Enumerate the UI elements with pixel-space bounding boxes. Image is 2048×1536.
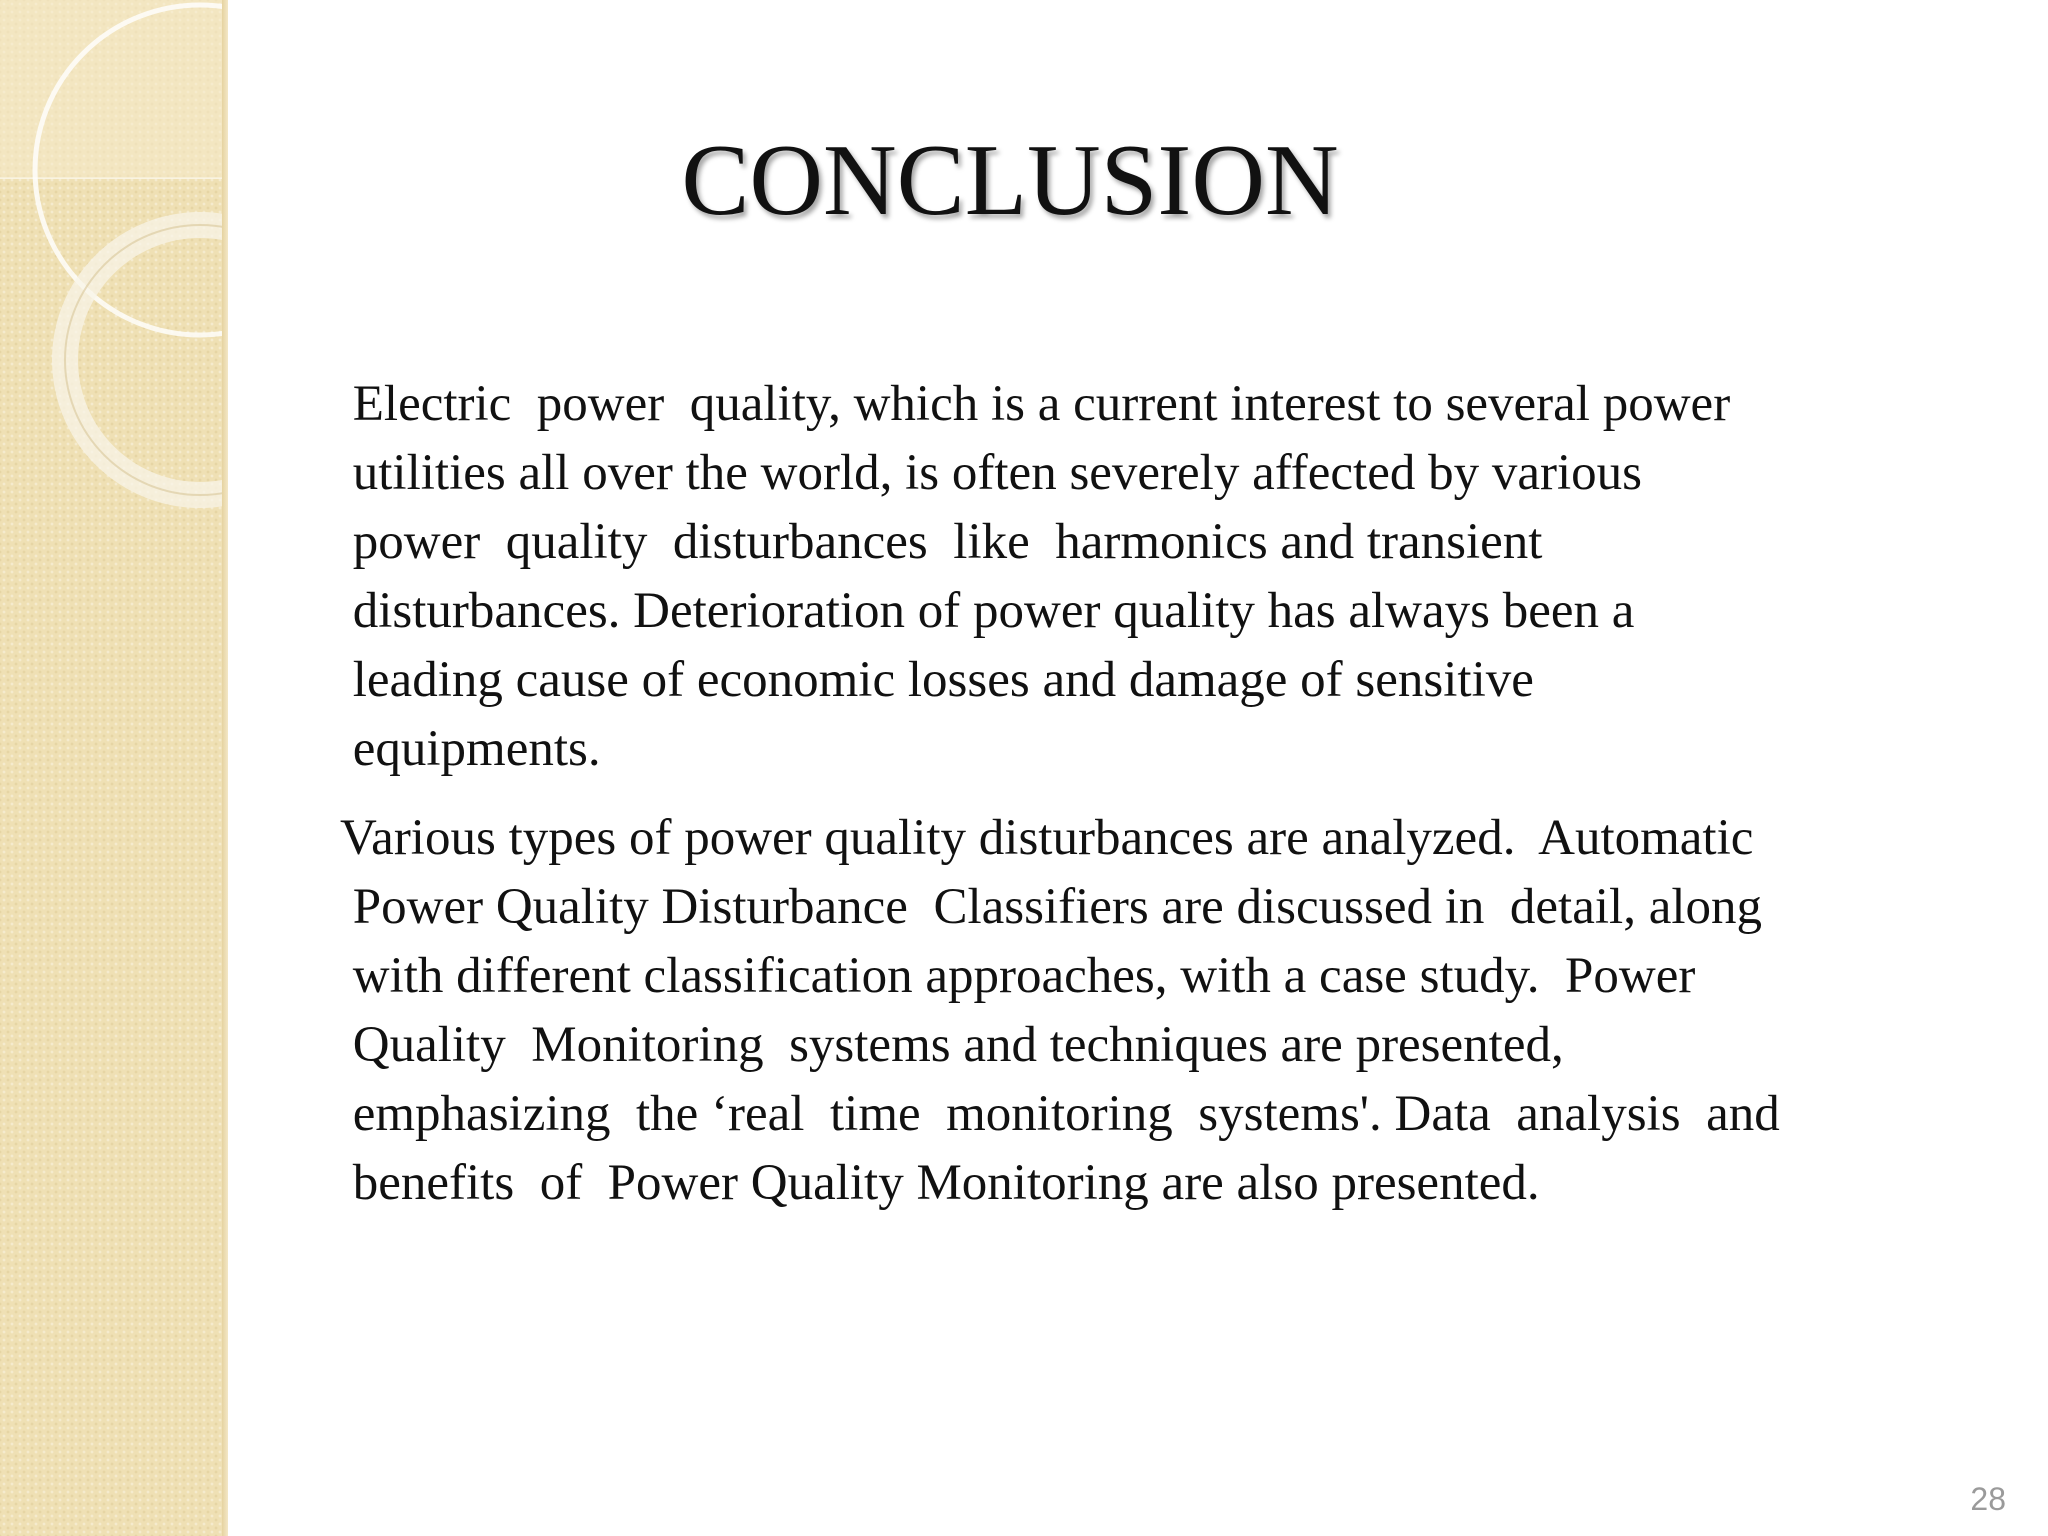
page-number: 28 [1970, 1481, 2006, 1517]
paragraph-2-line: Power Quality Disturbance Classifiers are discussed in detail, along [340, 879, 1762, 935]
conclusion-paragraph-2 [340, 804, 1970, 1218]
paragraph-1-line: disturbances. Deterioration of power quality has always been a [340, 583, 1635, 639]
paragraph-1-line: leading cause of economic losses and damage of sensitive [340, 652, 1534, 708]
paragraph-1-line: power quality disturbances like harmonics and transient [340, 514, 1543, 570]
slide-title: CONCLUSION [681, 124, 1339, 237]
paragraph-2-line: with different classification approaches, with a case study. Power [340, 948, 1696, 1004]
paragraph-2-line: Various types of power quality disturbances are analyzed. Automatic [340, 810, 1754, 866]
decorative-sidebar [0, 0, 228, 1536]
paragraph-2-line: benefits of Power Quality Monitoring are also presented. [340, 1155, 1540, 1211]
decorative-rings [0, 0, 228, 1536]
paragraph-2-line: emphasizing the ‘real time monitoring systems'. Data analysis and [340, 1086, 1780, 1142]
paragraph-1-line: utilities all over the world, is often severely affected by various [340, 445, 1642, 501]
paragraph-1-line: Electric power quality, which is a current interest to several power [340, 376, 1731, 432]
paragraph-2-line: Quality Monitoring systems and techniques are presented, [340, 1017, 1564, 1073]
conclusion-paragraph-1 [340, 370, 1970, 784]
paragraph-1-line: equipments. [340, 721, 601, 777]
sidebar-edge [222, 0, 228, 1536]
